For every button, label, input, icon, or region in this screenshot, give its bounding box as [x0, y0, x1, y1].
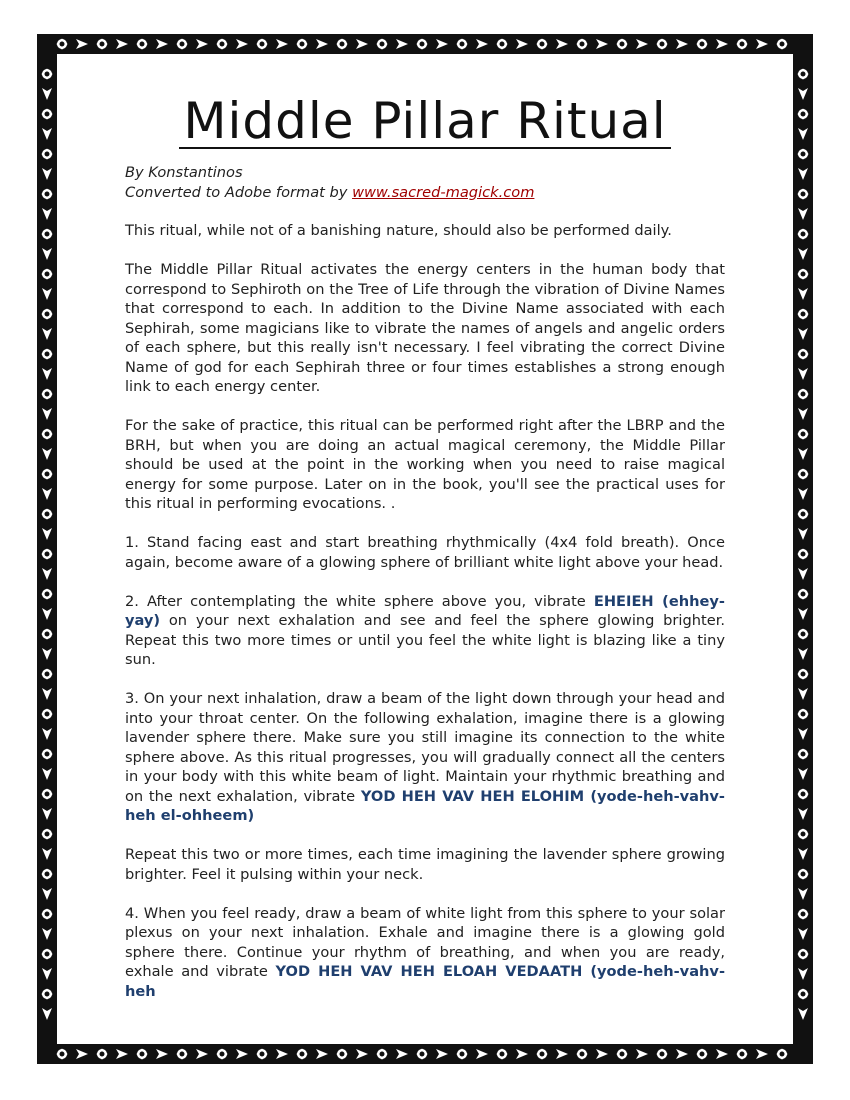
border-flower-icon — [796, 347, 810, 361]
border-flower-icon — [495, 1047, 509, 1061]
border-flower-icon — [40, 147, 54, 161]
paragraph-practice: For the sake of practice, this ritual can be performed right after the LBRP and the BRH, but when you are doing an actual magical ceremony, the Middle Pillar should be used at the point in the working when you need to raise magical energy for some purpose. Later on in the book, you'll see the practical uses for this ritual in performing evocations. . — [125, 417, 725, 512]
border-flower-icon — [796, 907, 810, 921]
border-flower-icon — [535, 1047, 549, 1061]
border-flower-icon — [40, 267, 54, 281]
border-flower-icon — [796, 507, 810, 521]
border-flower-icon — [796, 787, 810, 801]
border-flower-icon — [40, 987, 54, 1001]
author-line: By Konstantinos — [125, 164, 243, 181]
border-flower-icon — [695, 1047, 709, 1061]
border-flower-icon — [796, 547, 810, 561]
border-flower-icon — [796, 307, 810, 321]
border-flower-icon — [796, 267, 810, 281]
border-flower-icon — [335, 1047, 349, 1061]
border-flower-icon — [40, 787, 54, 801]
border-flower-icon — [655, 1047, 669, 1061]
border-flower-icon — [40, 387, 54, 401]
document-body — [125, 92, 726, 1021]
border-flower-icon — [455, 37, 469, 51]
border-flower-icon — [796, 67, 810, 81]
border-flower-icon — [796, 627, 810, 641]
border-flower-icon — [775, 37, 789, 51]
border-flower-icon — [615, 1047, 629, 1061]
conversion-line — [125, 183, 725, 203]
border-flower-icon — [95, 1047, 109, 1061]
border-flower-icon — [40, 107, 54, 121]
border-flower-icon — [535, 37, 549, 51]
border-flower-icon — [796, 187, 810, 201]
border-flower-icon — [40, 827, 54, 841]
byline — [125, 163, 725, 202]
border-flower-icon — [796, 427, 810, 441]
border-flower-icon — [175, 37, 189, 51]
border-flower-icon — [796, 707, 810, 721]
border-flower-icon — [796, 667, 810, 681]
step-4-text-a: 4. When you feel ready, draw a beam of white light from this sphere to your solar plexus on your next inhalation. Exhale and imagine there is a glowing gold sphere there. Continue your rhythm of breathing, and when you are ready, exhale and vibrate — [125, 904, 725, 980]
step-2-text-b: on your next exhalation and see and feel the sphere glowing brighter. Repeat this two more times or until you feel the white light is blazing like a tiny sun. — [125, 612, 725, 668]
border-flower-icon — [55, 1047, 69, 1061]
border-flower-icon — [615, 37, 629, 51]
border-flower-icon — [796, 387, 810, 401]
step-4 — [125, 904, 725, 1002]
border-flower-icon — [796, 147, 810, 161]
border-flower-icon — [175, 1047, 189, 1061]
border-flower-icon — [695, 37, 709, 51]
border-flower-icon — [375, 37, 389, 51]
border-flower-icon — [295, 37, 309, 51]
border-flower-icon — [655, 37, 669, 51]
border-flower-icon — [40, 947, 54, 961]
border-flower-icon — [796, 107, 810, 121]
border-flower-icon — [40, 627, 54, 641]
step-1: 1. Stand facing east and start breathing rhythmically (4x4 fold breath). Once again, become aware of a glowing sphere of brilliant white light above your head. — [125, 534, 725, 571]
paragraph-repeat: Repeat this two or more times, each time imagining the lavender sphere growing brighter. Feel it pulsing within your neck. — [125, 846, 725, 883]
border-flower-icon — [40, 67, 54, 81]
step-2-text-a: 2. After contemplating the white sphere above you, vibrate — [125, 592, 594, 610]
border-flower-icon — [40, 547, 54, 561]
border-flower-icon — [375, 1047, 389, 1061]
border-flower-icon — [40, 227, 54, 241]
sacred-magick-link[interactable]: www.sacred-magick.com — [352, 183, 535, 201]
divine-name-eheieh: EHEIEH (ehhey-yay) — [125, 592, 725, 629]
border-flower-icon — [796, 467, 810, 481]
border-flower-icon — [40, 467, 54, 481]
border-flower-icon — [40, 747, 54, 761]
border-flower-icon — [495, 37, 509, 51]
border-flower-icon — [735, 1047, 749, 1061]
border-flower-icon — [135, 37, 149, 51]
title-block — [125, 92, 725, 150]
border-flower-icon — [40, 907, 54, 921]
border-flower-icon — [255, 1047, 269, 1061]
border-flower-icon — [40, 867, 54, 881]
border-flower-icon — [796, 947, 810, 961]
border-flower-icon — [40, 307, 54, 321]
border-flower-icon — [455, 1047, 469, 1061]
border-flower-icon — [40, 507, 54, 521]
paragraph-intro: The Middle Pillar Ritual activates the energy centers in the human body that correspond to Sephiroth on the Tree of Life through the vibration of Divine Names that correspond to each. In addition to the Divine Name associated with each Sephirah, some magicians like to vibrate the names of angels and angelic orders of each sphere, but this really isn't necessary. I feel vibrating the correct Divine Name of god for each Sephirah three or four times establishes a strong enough link to each energy center. — [125, 261, 725, 395]
divine-name-elohim: YOD HEH VAV HEH ELOHIM (yode-heh-vahv-heh el-ohheem) — [125, 787, 725, 824]
page-title: Middle Pillar Ritual — [179, 95, 670, 149]
border-flower-icon — [796, 747, 810, 761]
border-flower-icon — [40, 587, 54, 601]
conversion-prefix: Converted to Adobe format by — [125, 183, 353, 201]
border-flower-icon — [796, 587, 810, 601]
border-flower-icon — [415, 1047, 429, 1061]
border-flower-icon — [796, 227, 810, 241]
step-2 — [125, 592, 725, 670]
border-flower-icon — [415, 37, 429, 51]
border-flower-icon — [335, 37, 349, 51]
border-flower-icon — [95, 37, 109, 51]
border-flower-icon — [796, 827, 810, 841]
border-flower-icon — [775, 1047, 789, 1061]
border-flower-icon — [796, 867, 810, 881]
border-flower-icon — [295, 1047, 309, 1061]
border-flower-icon — [796, 987, 810, 1001]
border-flower-icon — [40, 667, 54, 681]
border-flower-icon — [735, 37, 749, 51]
border-flower-icon — [215, 37, 229, 51]
border-flower-icon — [215, 1047, 229, 1061]
border-flower-icon — [135, 1047, 149, 1061]
border-flower-icon — [55, 37, 69, 51]
border-flower-icon — [255, 37, 269, 51]
step-3-text-a: 3. On your next inhalation, draw a beam of the light down through your head and into your throat center. On the following exhalation, imagine there is a glowing lavender sphere there. Make sure you still imagine its connection to the white sphere above. As this ritual progresses, you will gradually connect all the centers in your body with this white beam of light. Maintain your rhythmic breathing and on the next exhalation, vibrate — [125, 690, 725, 805]
border-flower-icon — [575, 1047, 589, 1061]
paragraph-daily: This ritual, while not of a banishing nature, should also be performed daily. — [125, 222, 672, 239]
border-flower-icon — [40, 427, 54, 441]
step-3 — [125, 689, 725, 826]
border-flower-icon — [40, 187, 54, 201]
border-flower-icon — [575, 37, 589, 51]
border-flower-icon — [40, 347, 54, 361]
border-flower-icon — [40, 707, 54, 721]
divine-name-eloah-vedaath: YOD HEH VAV HEH ELOAH VEDAATH (yode-heh-vahv-heh — [125, 963, 726, 1000]
